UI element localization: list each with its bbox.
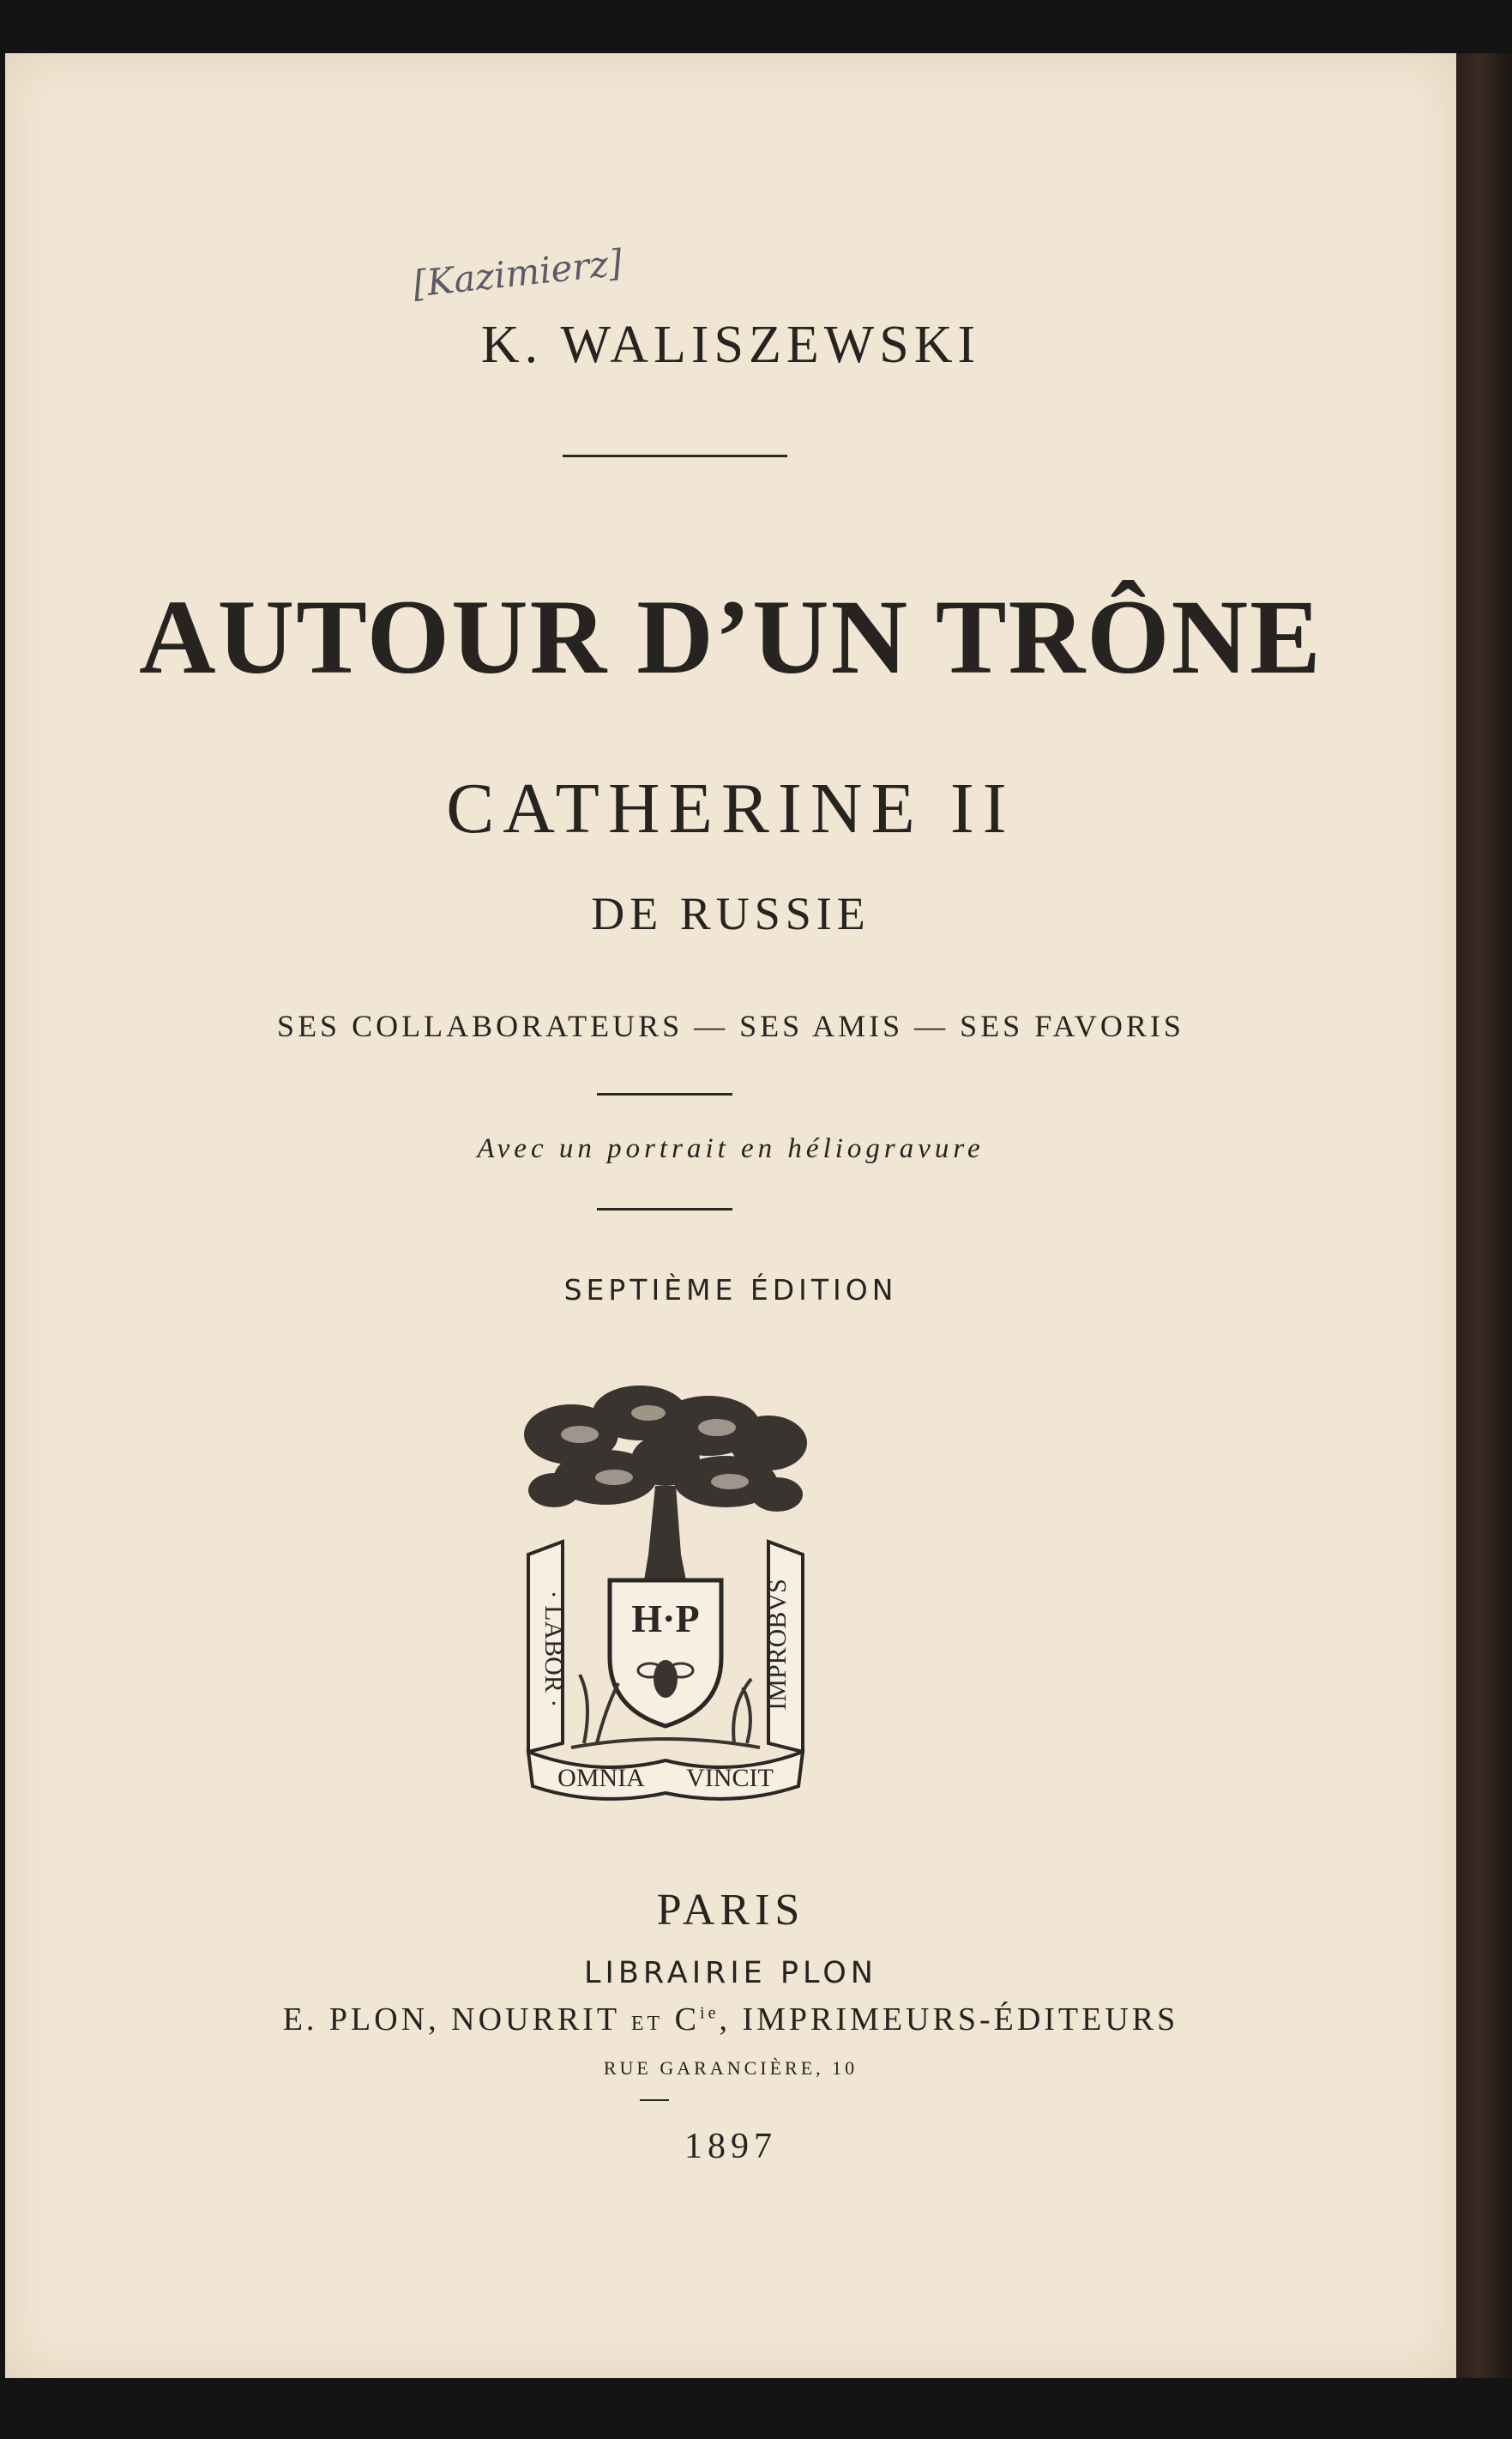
device-right-banner-text: IMPROBVS <box>763 1579 792 1711</box>
imprint-publisher: LIBRAIRIE PLON <box>584 1956 877 1990</box>
author-name: K. WALISZEWSKI <box>480 316 981 374</box>
imprint-year: 1897 <box>684 2127 777 2166</box>
device-bottom-right-text: VINCIT <box>686 1764 774 1792</box>
device-monogram: H·P <box>631 1597 700 1640</box>
printer-device-emblem <box>511 1383 820 1812</box>
printer-role: , IMPRIMEURS-ÉDITEURS <box>719 2001 1179 2038</box>
divider-rule <box>640 2099 669 2101</box>
portrait-note: Avec un portrait en héliogravure <box>477 1133 985 1164</box>
divider-rule <box>597 1093 732 1096</box>
device-left-banner-text: · LABOR · <box>539 1590 568 1708</box>
device-bottom-left-text: OMNIA <box>557 1764 645 1792</box>
title-page <box>5 53 1456 2378</box>
book-title: AUTOUR D’UN TRÔNE <box>139 578 1322 696</box>
book-subtitle-2: DE RUSSIE <box>591 888 870 939</box>
divider-rule <box>597 1208 732 1210</box>
imprint-printer <box>5 2001 1456 2038</box>
printer-ie: ie <box>700 2003 720 2023</box>
printer-name: E. PLON, NOURRIT <box>282 2001 620 2038</box>
imprint-address: RUE GARANCIÈRE, 10 <box>603 2057 858 2079</box>
printer-c: C <box>674 2001 701 2038</box>
book-subtitle-3: SES COLLABORATEURS — SES AMIS — SES FAVORIS <box>277 1009 1184 1043</box>
divider-rule <box>563 455 787 457</box>
handwritten-annotation: [Kazimierz] <box>411 241 624 305</box>
book-subtitle: CATHERINE II <box>446 769 1015 848</box>
book-edge <box>1456 53 1512 2378</box>
printer-et: ET <box>630 2013 664 2035</box>
edition-statement: SEPTIÈME ÉDITION <box>563 1273 898 1307</box>
imprint-city: PARIS <box>656 1886 805 1935</box>
